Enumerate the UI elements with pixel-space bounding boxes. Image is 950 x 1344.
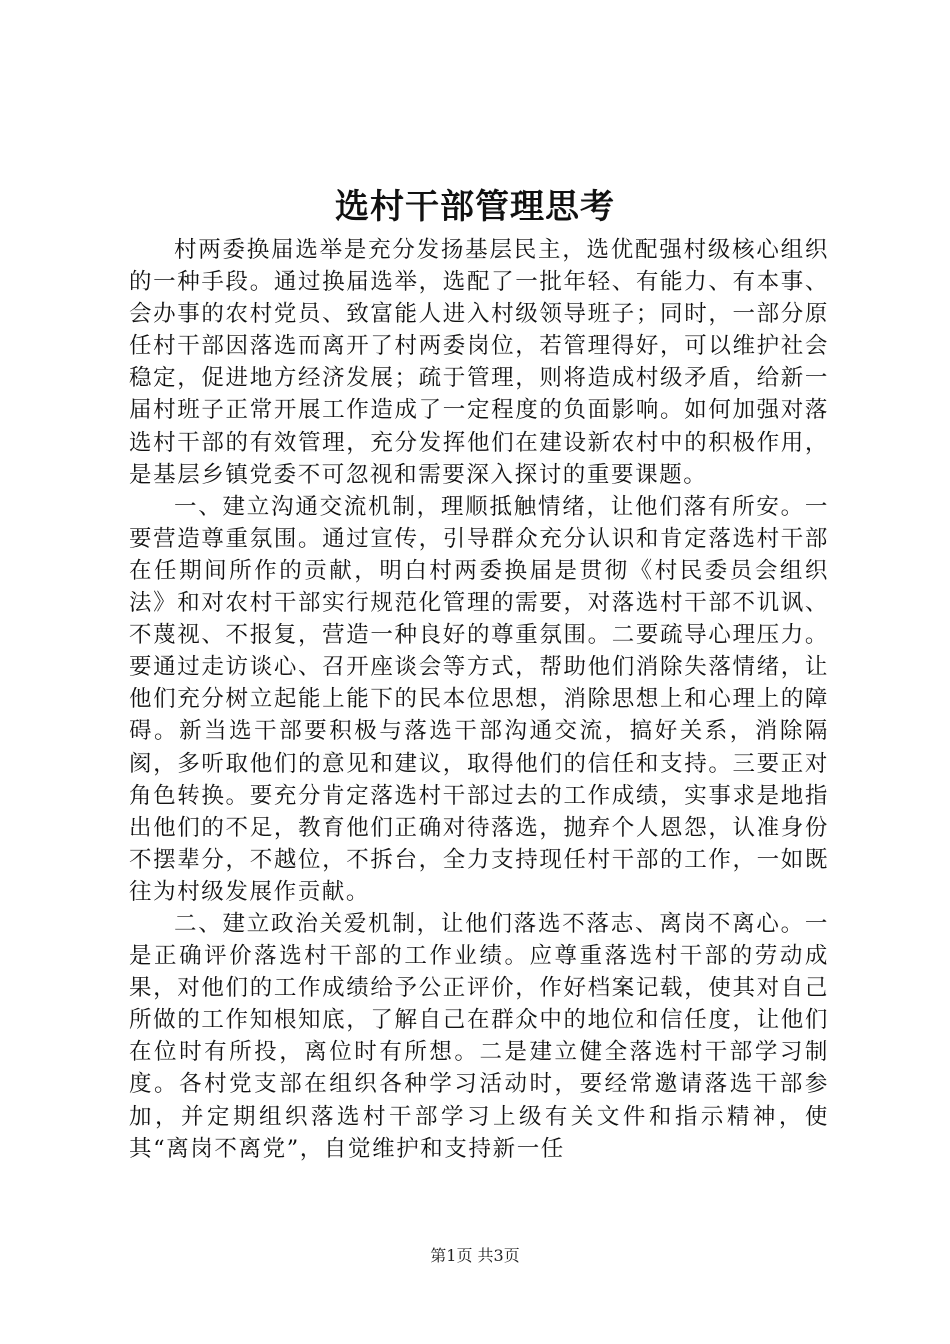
document-body bbox=[129, 234, 829, 1165]
document-title: 选村干部管理思考 bbox=[335, 187, 615, 227]
paragraph-section-2: 二、建立政治关爱机制，让他们落选不落志、离岗不离心。一是正确评价落选村干部的工作业绩。应尊重落选村干部的劳动成果，对他们的工作成绩给予公正评价，作好档案记载，使其对自己所做的工作知根知底，了解自己在群众中的地位和信任度，让他们在位时有所投，离位时有所想。二是建立健全落选村干部学习制度。各村党支部在组织各种学习活动时，要经常邀请落选干部参加，并定期组织落选村干部学习上级有关文件和指示精神，使其“离岗不离党”，自觉维护和支持新一任 bbox=[129, 910, 829, 1162]
page-number-footer: 第1页 共3页 bbox=[430, 1246, 520, 1265]
paragraph-section-1: 一、建立沟通交流机制，理顺抵触情绪，让他们落有所安。一要营造尊重氛围。通过宣传，引导群众充分认识和肯定落选村干部在任期间所作的贡献，明白村两委换届是贯彻《村民委员会组织法》和对农村干部实行规范化管理的需要，对落选村干部不讥讽、不蔑视、不报复，营造一种良好的尊重氛围。二要疏导心理压力。要通过走访谈心、召开座谈会等方式，帮助他们消除失落情绪，让他们充分树立起能上能下的民本位思想，消除思想上和心理上的障碍。新当选干部要积极与落选干部沟通交流，搞好关系，消除隔阂，多听取他们的意见和建议，取得他们的信任和支持。三要正对角色转换。要充分肯定落选村干部过去的工作成绩，实事求是地指出他们的不足，教育他们正确对待落选，抛弃个人恩怨，认准身份不摆辈分，不越位，不拆台，全力支持现任村干部的工作，一如既往为村级发展作贡献。 bbox=[129, 493, 829, 905]
paragraph-intro: 村两委换届选举是充分发扬基层民主，选优配强村级核心组织的一种手段。通过换届选举，选配了一批年轻、有能力、有本事、会办事的农村党员、致富能人进入村级领导班子；同时，一部分原任村干部因落选而离开了村两委岗位，若管理得好，可以维护社会稳定，促进地方经济发展；疏于管理，则将造成村级矛盾，给新一届村班子正常开展工作造成了一定程度的负面影响。如何加强对落选村干部的有效管理，充分发挥他们在建设新农村中的积极作用，是基层乡镇党委不可忽视和需要深入探讨的重要课题。 bbox=[129, 237, 829, 488]
